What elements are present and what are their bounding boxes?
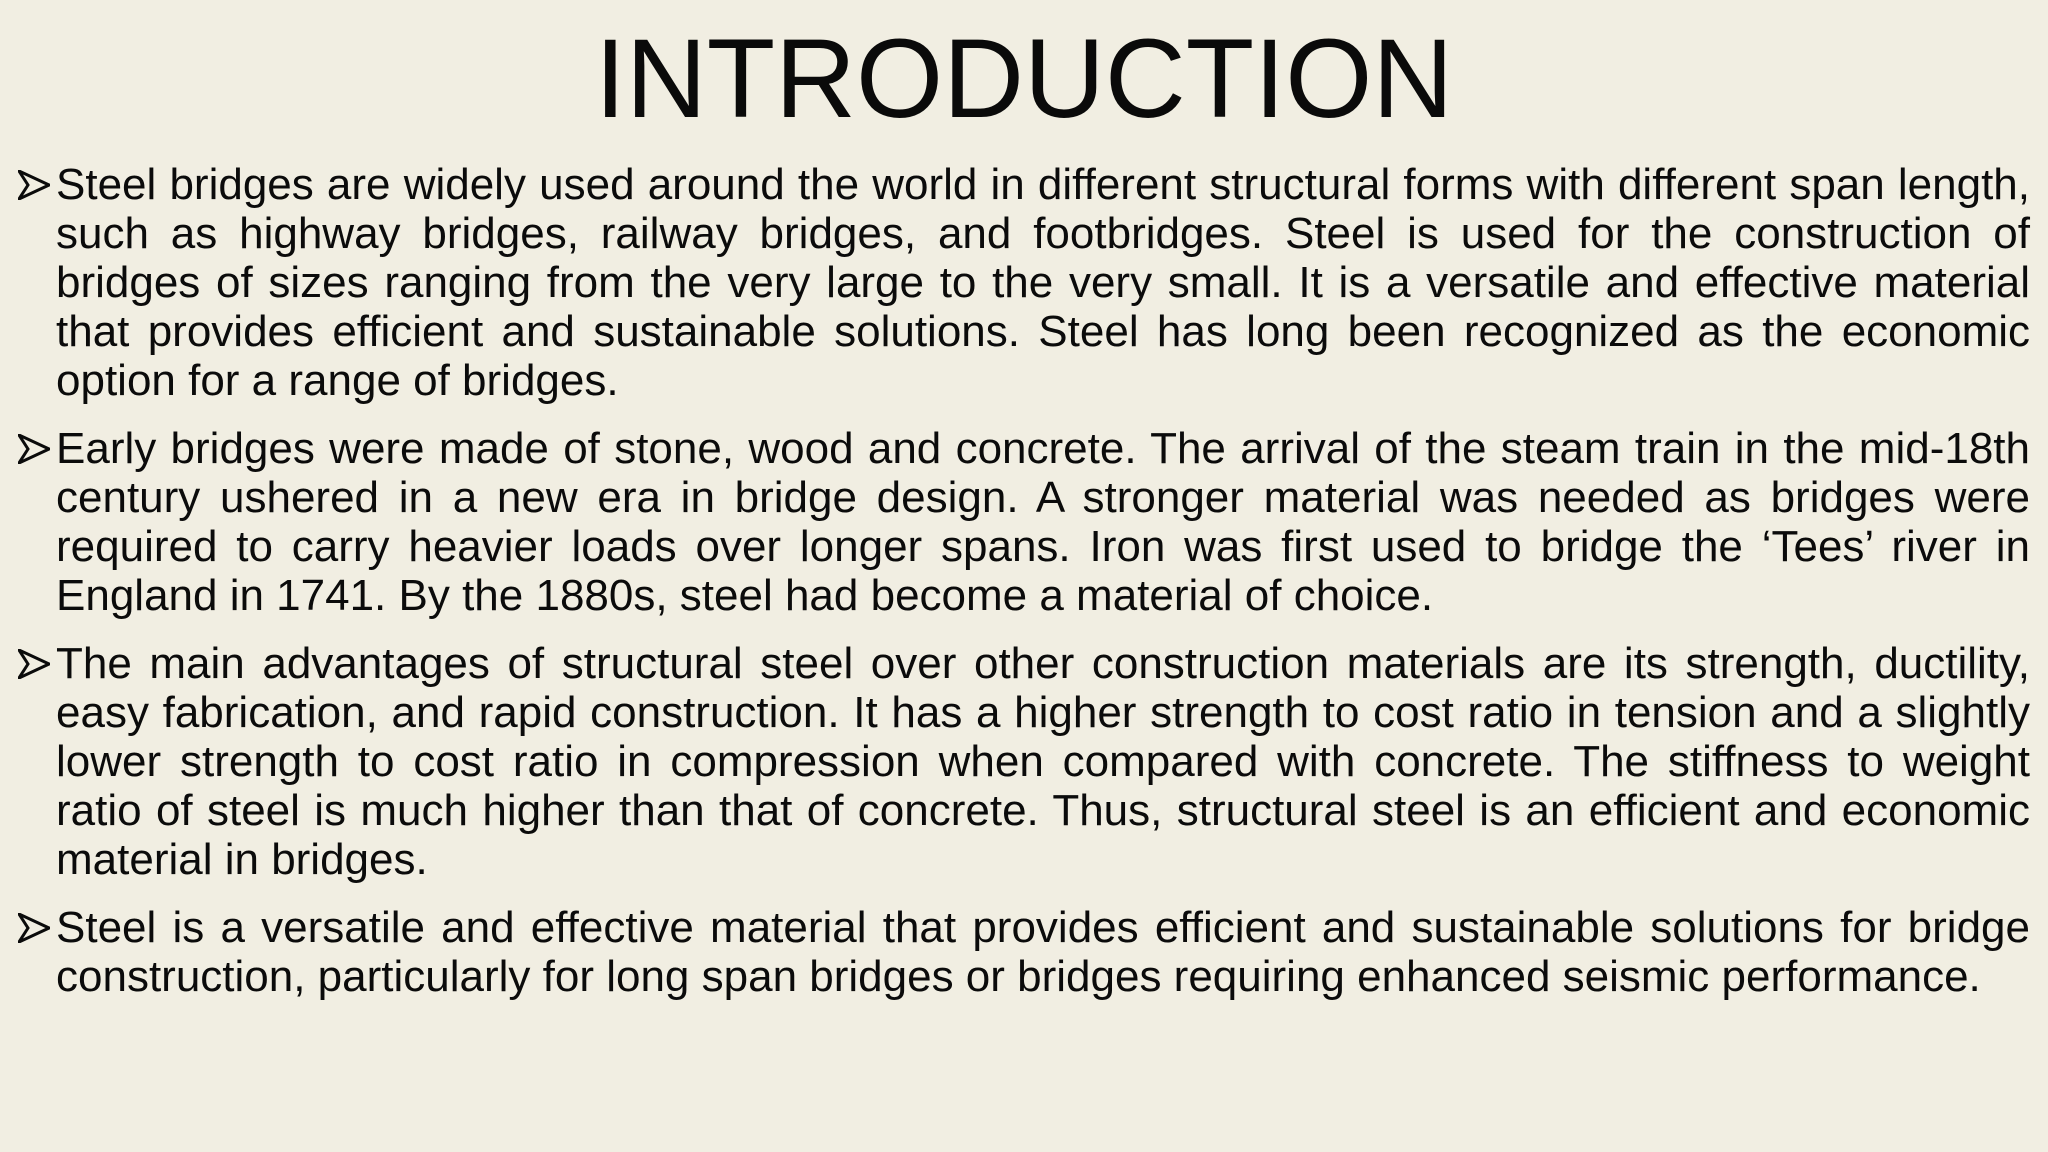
bullet-item [18, 639, 2030, 884]
bullet-text: The main advantages of structural steel over other construction materials are its strength, ductility, easy fabrication, and rapid construction. It has a higher strength to cost ratio in tension and a slightly lower strength to cost ratio in compression when compared with concrete. The stiffness to weight ratio of steel is much higher than that of concrete. Thus, structural steel is an efficient and economic material in bridges. [56, 639, 2030, 884]
bullet-text: Early bridges were made of stone, wood and concrete. The arrival of the steam train in the mid-18th century ushered in a new era in bridge design. A stronger material was needed as bridges were required to carry heavier loads over longer spans. Iron was first used to bridge the ‘Tees’ river in England in 1741. By the 1880s, steel had become a material of choice. [56, 424, 2030, 620]
slide-title: INTRODUCTION [594, 16, 1454, 141]
bullet-list [18, 160, 2030, 1020]
arrow-bullet-icon [18, 903, 56, 952]
arrow-bullet-icon [18, 424, 56, 473]
bullet-item [18, 160, 2030, 405]
bullet-text: Steel bridges are widely used around the world in different structural forms with different span length, such as highway bridges, railway bridges, and footbridges. Steel is used for the construction of bridges of sizes ranging from the very large to the very small. It is a versatile and effective material that provides efficient and sustainable solutions. Steel has long been recognized as the economic option for a range of bridges. [56, 160, 2030, 405]
bullet-item [18, 903, 2030, 1001]
bullet-text: Steel is a versatile and effective material that provides efficient and sustainable solutions for bridge construction, particularly for long span bridges or bridges requiring enhanced seismic performance. [56, 903, 2030, 1001]
arrow-bullet-icon [18, 160, 56, 209]
arrow-bullet-icon [18, 639, 56, 688]
bullet-item [18, 424, 2030, 620]
